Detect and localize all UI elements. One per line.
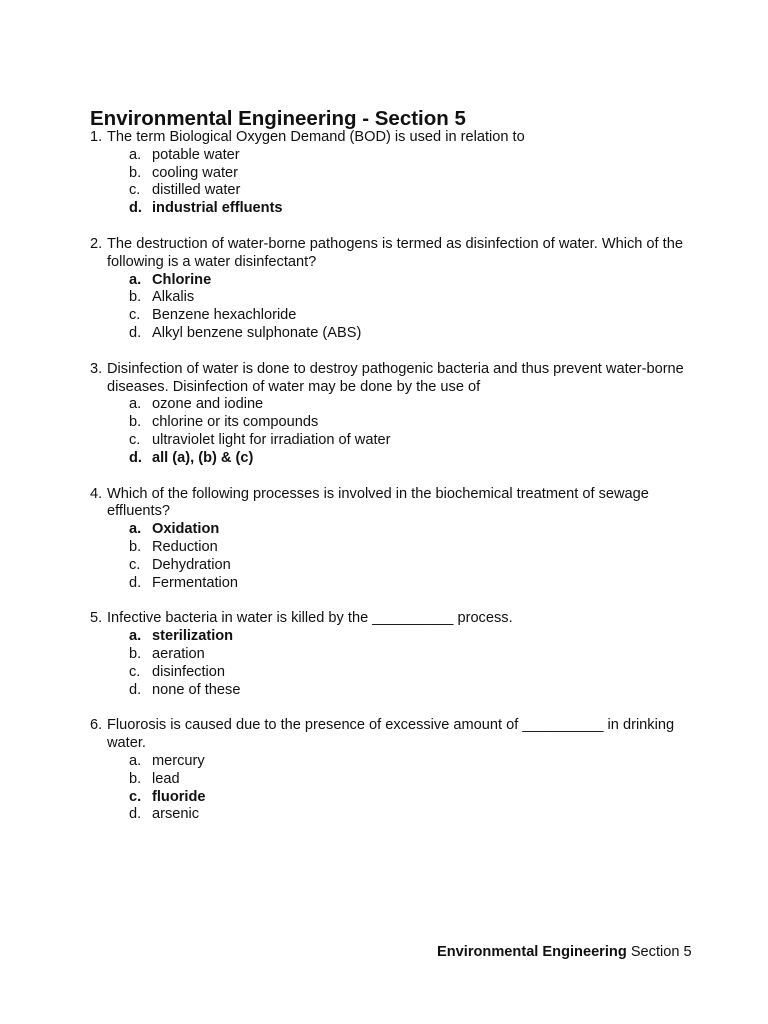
question-number: 6. [90,717,103,734]
answer-option [90,753,690,771]
option-text: Chlorine [152,271,212,288]
option-list [90,272,690,343]
correct-answer-option [90,521,690,539]
option-text: Alkyl benzene sulphonate (ABS) [152,324,362,341]
option-label: b. [129,164,142,181]
page-footer [437,943,692,961]
option-text: arsenic [152,806,200,823]
option-text: Dehydration [152,556,231,573]
answer-option [90,557,690,575]
footer-section: Section 5 [630,944,692,960]
option-label: a. [129,146,142,163]
answer-option [90,646,690,664]
question-stem [90,717,690,753]
option-label: c. [129,431,141,448]
question-stem [90,610,690,628]
option-label: b. [129,645,142,662]
answer-option [90,414,690,432]
answer-option [90,307,690,325]
option-text: none of these [152,681,241,698]
option-label: d. [129,681,142,698]
answer-option [90,806,690,824]
option-text: Reduction [152,538,218,555]
correct-answer-option [90,789,690,807]
option-text: disinfection [152,663,226,680]
answer-option [90,664,690,682]
option-label: c. [129,788,142,805]
option-text: Benzene hexachloride [152,307,297,324]
option-label: b. [129,538,142,555]
option-list [90,521,690,592]
answer-option [90,182,690,200]
option-text: mercury [152,752,205,769]
footer-title: Environmental Engineering [437,944,627,960]
question-list [90,129,690,842]
question-3 [90,361,690,468]
option-label: a. [129,521,142,538]
answer-option [90,165,690,183]
question-stem [90,361,690,397]
correct-answer-option [90,272,690,290]
option-text: potable water [152,146,240,163]
answer-option [90,325,690,343]
answer-option [90,682,690,700]
question-1 [90,129,690,218]
question-4 [90,486,690,593]
option-text: ozone and iodine [152,396,264,413]
option-text: Fermentation [152,574,238,591]
question-text: Infective bacteria in water is killed by the __________ process. [107,610,513,627]
answer-option [90,289,690,307]
option-text: sterilization [152,628,234,645]
question-text: The term Biological Oxygen Demand (BOD) is used in relation to [107,129,525,145]
question-text: The destruction of water-borne pathogens is termed as disinfection of water. Which of the following is a water disinfectant? [107,235,683,270]
question-stem [90,236,690,272]
correct-answer-option [90,450,690,468]
answer-option [90,771,690,789]
question-stem [90,486,690,522]
correct-answer-option [90,628,690,646]
option-label: b. [129,414,142,431]
option-label: d. [129,449,142,466]
option-list [90,396,690,467]
option-label: c. [129,307,141,324]
option-label: c. [129,182,141,199]
question-text: Disinfection of water is done to destroy pathogenic bacteria and thus prevent water-borne diseases. Disinfection of water may be done by the use of [107,360,684,395]
option-text: Oxidation [152,521,220,538]
question-stem [90,129,690,147]
option-text: all (a), (b) & (c) [152,449,254,466]
question-number: 5. [90,610,103,627]
option-text: distilled water [152,182,241,199]
answer-option [90,432,690,450]
option-text: lead [152,770,180,787]
option-list [90,753,690,824]
option-label: d. [129,806,142,823]
question-6 [90,717,690,824]
question-number: 3. [90,360,103,377]
option-label: c. [129,663,141,680]
option-label: a. [129,752,142,769]
option-label: a. [129,396,142,413]
page-title: Environmental Engineering - Section 5 [90,106,466,130]
option-label: b. [129,289,142,306]
answer-option [90,539,690,557]
option-text: aeration [152,645,205,662]
option-label: d. [129,324,142,341]
option-label: c. [129,556,141,573]
question-number: 4. [90,485,103,502]
option-list [90,147,690,218]
question-text: Which of the following processes is involved in the biochemical treatment of sewage effluents? [107,485,649,520]
question-text: Fluorosis is caused due to the presence of excessive amount of __________ in drinking water. [107,717,675,752]
answer-option [90,575,690,593]
option-label: d. [129,574,142,591]
question-number: 2. [90,235,103,252]
option-text: chlorine or its compounds [152,414,319,431]
option-label: d. [129,200,142,217]
answer-option [90,396,690,414]
option-label: b. [129,770,142,787]
option-label: a. [129,628,142,645]
answer-option [90,147,690,165]
option-text: fluoride [152,788,206,805]
option-text: cooling water [152,164,238,181]
option-text: Alkalis [152,289,195,306]
question-number: 1. [90,129,103,145]
question-2 [90,236,690,343]
option-text: industrial effluents [152,200,283,217]
option-list [90,628,690,699]
option-text: ultraviolet light for irradiation of water [152,431,391,448]
question-5 [90,610,690,699]
option-label: a. [129,271,142,288]
correct-answer-option [90,200,690,218]
